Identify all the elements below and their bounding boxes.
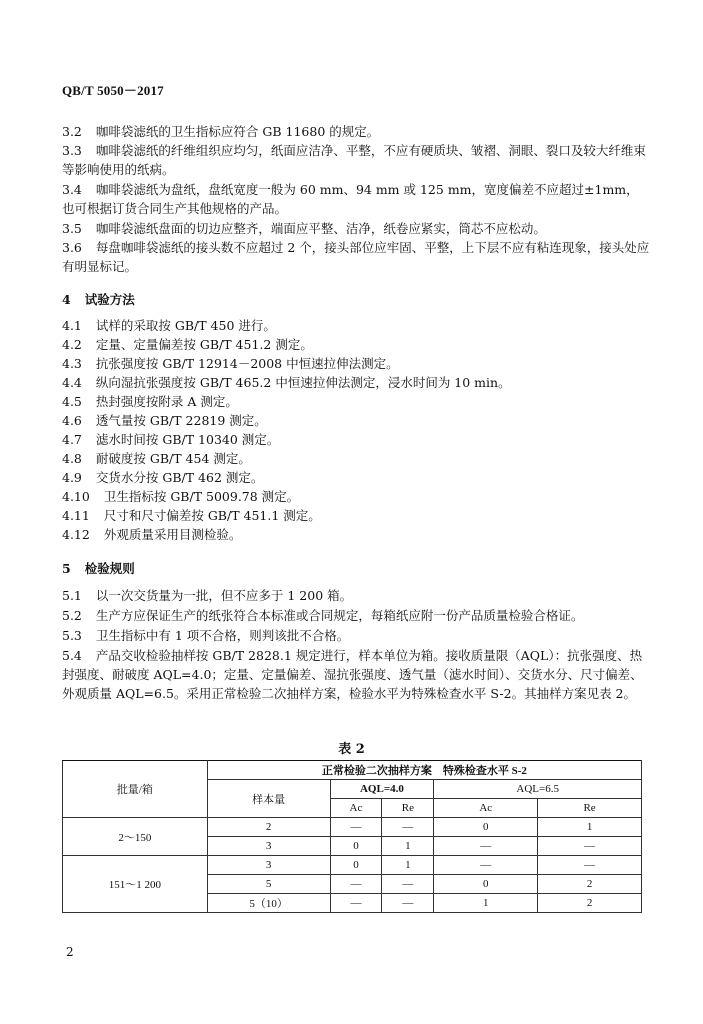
clause-3-4 [62,180,650,218]
table-cell: 1 [382,837,434,856]
ac-header: Ac [434,799,538,818]
table-cell: — [330,875,382,894]
clause-text: 产品交收检验抽样按 GB/T 2828.1 规定进行，样本单位为箱。接收质量限（AQL）：抗张强度、热封强度、耐破度 AQL=4.0；定量、定量偏差、湿抗张强度、透气量（滤水时间）、交货水分、尺寸偏差、外观质量 AQL=6.5。采用正常检验二次抽样方案，检验水平为特殊检查水平 S-2。其抽样方案见表 2。 [62,648,643,701]
table-row [63,818,642,837]
clause-number: 4.4 [62,375,82,390]
standard-code: QB/T 5050－2017 [62,83,164,98]
clause-4-5 [62,392,650,411]
table-cell: — [538,837,642,856]
clause-text: 咖啡袋滤纸盘面的切边应整齐，端面应平整、洁净，纸卷应紧实，筒芯不应松动。 [95,221,546,236]
section-4-heading [62,290,135,308]
clause-text: 滤水时间按 GB/T 10340 测定。 [95,432,280,447]
clause-text: 卫生指标按 GB/T 5009.78 测定。 [103,489,300,504]
clause-4-3 [62,354,650,373]
clause-4-9 [62,468,650,487]
clause-number: 4.1 [62,318,82,333]
table-cell: — [382,818,434,837]
table-cell: 0 [434,818,538,837]
sampling-plan-table [62,760,642,913]
clause-3-2 [62,122,650,141]
batch-size-header: 批量/箱 [63,761,208,818]
sample-size-cell: 3 [207,856,330,875]
batch-size-cell: 2～150 [63,818,208,856]
table-cell: 1 [382,856,434,875]
table-cell: 0 [434,875,538,894]
clause-number: 3.5 [62,221,82,236]
table-row [63,856,642,875]
clause-number: 4.12 [62,527,90,542]
sample-size-header: 样本量 [207,780,330,818]
table-cell: — [382,875,434,894]
sample-size-cell: 2 [207,818,330,837]
clause-text: 咖啡袋滤纸的纤维组织应均匀，纸面应洁净、平整，不应有硬质块、皱褶、洞眼、裂口及较大纤维束等影响使用的纸病。 [62,143,646,177]
clause-5-3 [62,626,650,645]
plan-header: 正常检验二次抽样方案 特殊检查水平 S-2 [207,761,641,780]
clause-number: 5.1 [62,588,82,603]
re-header: Re [382,799,434,818]
table-cell: 0 [330,837,382,856]
clause-text: 交货水分按 GB/T 462 测定。 [95,470,264,485]
clause-3-3 [62,141,650,179]
table-caption: 表 2 [338,742,365,757]
table-cell: — [330,818,382,837]
table-cell: 2 [538,875,642,894]
clause-number: 4.2 [62,337,82,352]
clause-text: 尺寸和尺寸偏差按 GB/T 451.1 测定。 [103,508,321,523]
clause-5-4 [62,646,650,703]
clause-3-6 [62,238,650,276]
sample-size-cell: 5 [207,875,330,894]
clause-number: 5.3 [62,628,82,643]
clause-text: 试样的采取按 GB/T 450 进行。 [95,318,276,333]
clause-number: 4.5 [62,394,82,409]
clause-text: 咖啡袋滤纸的卫生指标应符合 GB 11680 的规定。 [95,124,380,139]
clause-4-7 [62,430,650,449]
clause-text: 纵向湿抗张强度按 GB/T 465.2 中恒速拉伸法测定，浸水时间为 10 min。 [95,375,511,390]
clause-5-1 [62,586,650,605]
clause-text: 生产方应保证生产的纸张符合本标准或合同规定，每箱纸应附一份产品质量检验合格证。 [95,608,584,623]
clause-text: 每盘咖啡袋滤纸的接头数不应超过 2 个，接头部位应牢固、平整，上下层不应有粘连现象，接头处应有明显标记。 [62,240,650,274]
clause-4-4 [62,373,650,392]
aql-6-5-header: AQL=6.5 [434,780,642,799]
table-cell: — [434,837,538,856]
aql-4-header: AQL=4.0 [330,780,434,799]
clause-4-8 [62,449,650,468]
clause-number: 3.6 [62,240,82,255]
section-title: 试验方法 [84,292,135,307]
re-header: Re [538,799,642,818]
table-cell: 1 [434,894,538,913]
clause-4-6 [62,411,650,430]
clause-number: 5.4 [62,648,82,663]
table-header-row [63,761,642,780]
section-5-heading [62,559,135,577]
clause-3-5 [62,219,650,238]
clause-text: 耐破度按 GB/T 454 测定。 [95,451,251,466]
clause-number: 3.2 [62,124,82,139]
clause-number: 4.11 [62,508,90,523]
batch-size-cell: 151～1 200 [63,856,208,913]
table-cell: — [538,856,642,875]
section-number: 4 [62,292,71,307]
page-number: 2 [66,945,74,959]
clause-5-2 [62,606,650,625]
clause-number: 3.3 [62,143,82,158]
table-cell: — [382,894,434,913]
clause-number: 4.8 [62,451,82,466]
clause-number: 4.7 [62,432,82,447]
clause-text: 热封强度按附录 A 测定。 [95,394,238,409]
clause-number: 4.3 [62,356,82,371]
table-cell: 2 [538,894,642,913]
clause-text: 外观质量采用目测检验。 [103,527,242,542]
clause-text: 卫生指标中有 1 项不合格，则判该批不合格。 [95,628,350,643]
clause-number: 4.9 [62,470,82,485]
table-cell: 0 [330,856,382,875]
clause-number: 4.10 [62,489,90,504]
sample-size-cell: 3 [207,837,330,856]
clause-4-11 [62,506,650,525]
clause-4-2 [62,335,650,354]
table-cell: — [330,894,382,913]
clause-4-1 [62,316,650,335]
section-number: 5 [62,561,71,576]
clause-text: 咖啡袋滤纸为盘纸，盘纸宽度一般为 60 mm、94 mm 或 125 mm，宽度偏差不应超过±1mm，也可根据订货合同生产其他规格的产品。 [62,182,639,216]
table-cell: 1 [538,818,642,837]
clause-number: 4.6 [62,413,82,428]
clause-number: 5.2 [62,608,82,623]
section-title: 检验规则 [84,561,135,576]
clause-4-12 [62,525,650,544]
sample-size-cell: 5（10） [207,894,330,913]
clause-text: 抗张强度按 GB/T 12914－2008 中恒速拉伸法测定。 [95,356,399,371]
clause-4-10 [62,487,650,506]
table-cell: — [434,856,538,875]
clause-number: 3.4 [62,182,82,197]
clause-text: 透气量按 GB/T 22819 测定。 [95,413,267,428]
ac-header: Ac [330,799,382,818]
clause-text: 以一次交货量为一批，但不应多于 1 200 箱。 [95,588,353,603]
clause-text: 定量、定量偏差按 GB/T 451.2 测定。 [95,337,313,352]
